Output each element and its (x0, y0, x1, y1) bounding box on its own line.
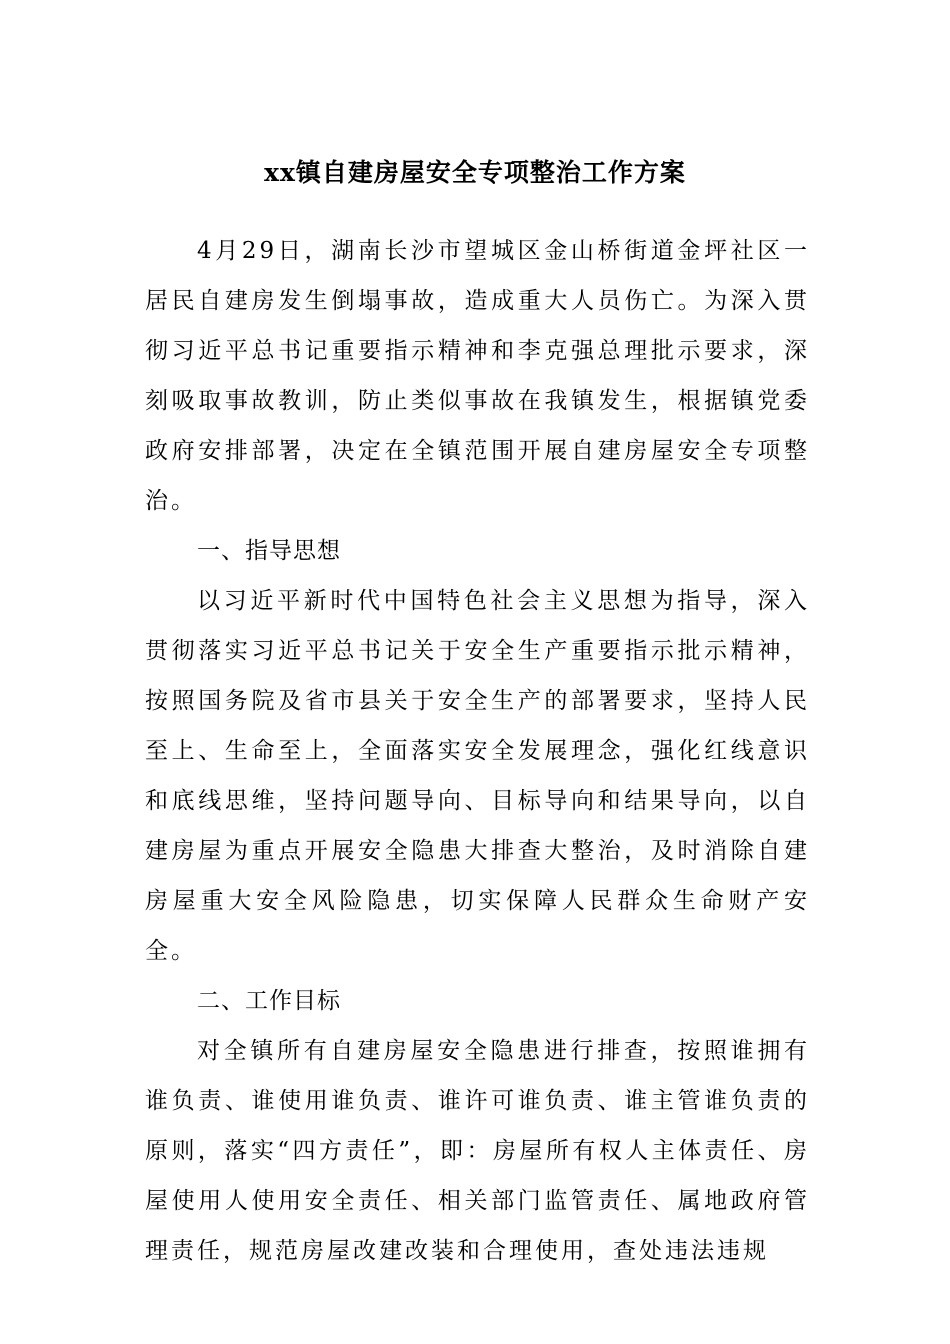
section-heading-guiding-ideology: 一、指导思想 (197, 538, 341, 564)
section-paragraph-work-goals: 对全镇所有自建房屋安全隐患进行排查，按照谁拥有谁负责、谁使用谁负责、谁许可谁负责、谁主管谁负责的原则，落实“四方责任”，即：房屋所有权人主体责任、房屋使用人使用安全责任、相关部门监管责任、属地政府管理责任，规范房屋改建改装和合理使用，查处违法违规 (145, 1038, 810, 1264)
intro-paragraph: 4月29日，湖南长沙市望城区金山桥街道金坪社区一居民自建房发生倒塌事故，造成重大人员伤亡。为深入贯彻习近平总书记重要指示精神和李克强总理批示要求，深刻吸取事故教训，防止类似事故在我镇发生，根据镇党委政府安排部署，决定在全镇范围开展自建房屋安全专项整治。 (145, 238, 810, 514)
section-paragraph-guiding-ideology: 以习近平新时代中国特色社会主义思想为指导，深入贯彻落实习近平总书记关于安全生产重要指示批示精神，按照国务院及省市县关于安全生产的部署要求，坚持人民至上、生命至上，全面落实安全发展理念，强化红线意识和底线思维，坚持问题导向、目标导向和结果导向，以自建房屋为重点开展安全隐患大排查大整治，及时消除自建房屋重大安全风险隐患，切实保障人民群众生命财产安全。 (145, 588, 810, 964)
document-title: xx镇自建房屋安全专项整治工作方案 (264, 158, 686, 187)
document-body (145, 226, 810, 1276)
section-heading-work-goals: 二、工作目标 (197, 988, 341, 1014)
